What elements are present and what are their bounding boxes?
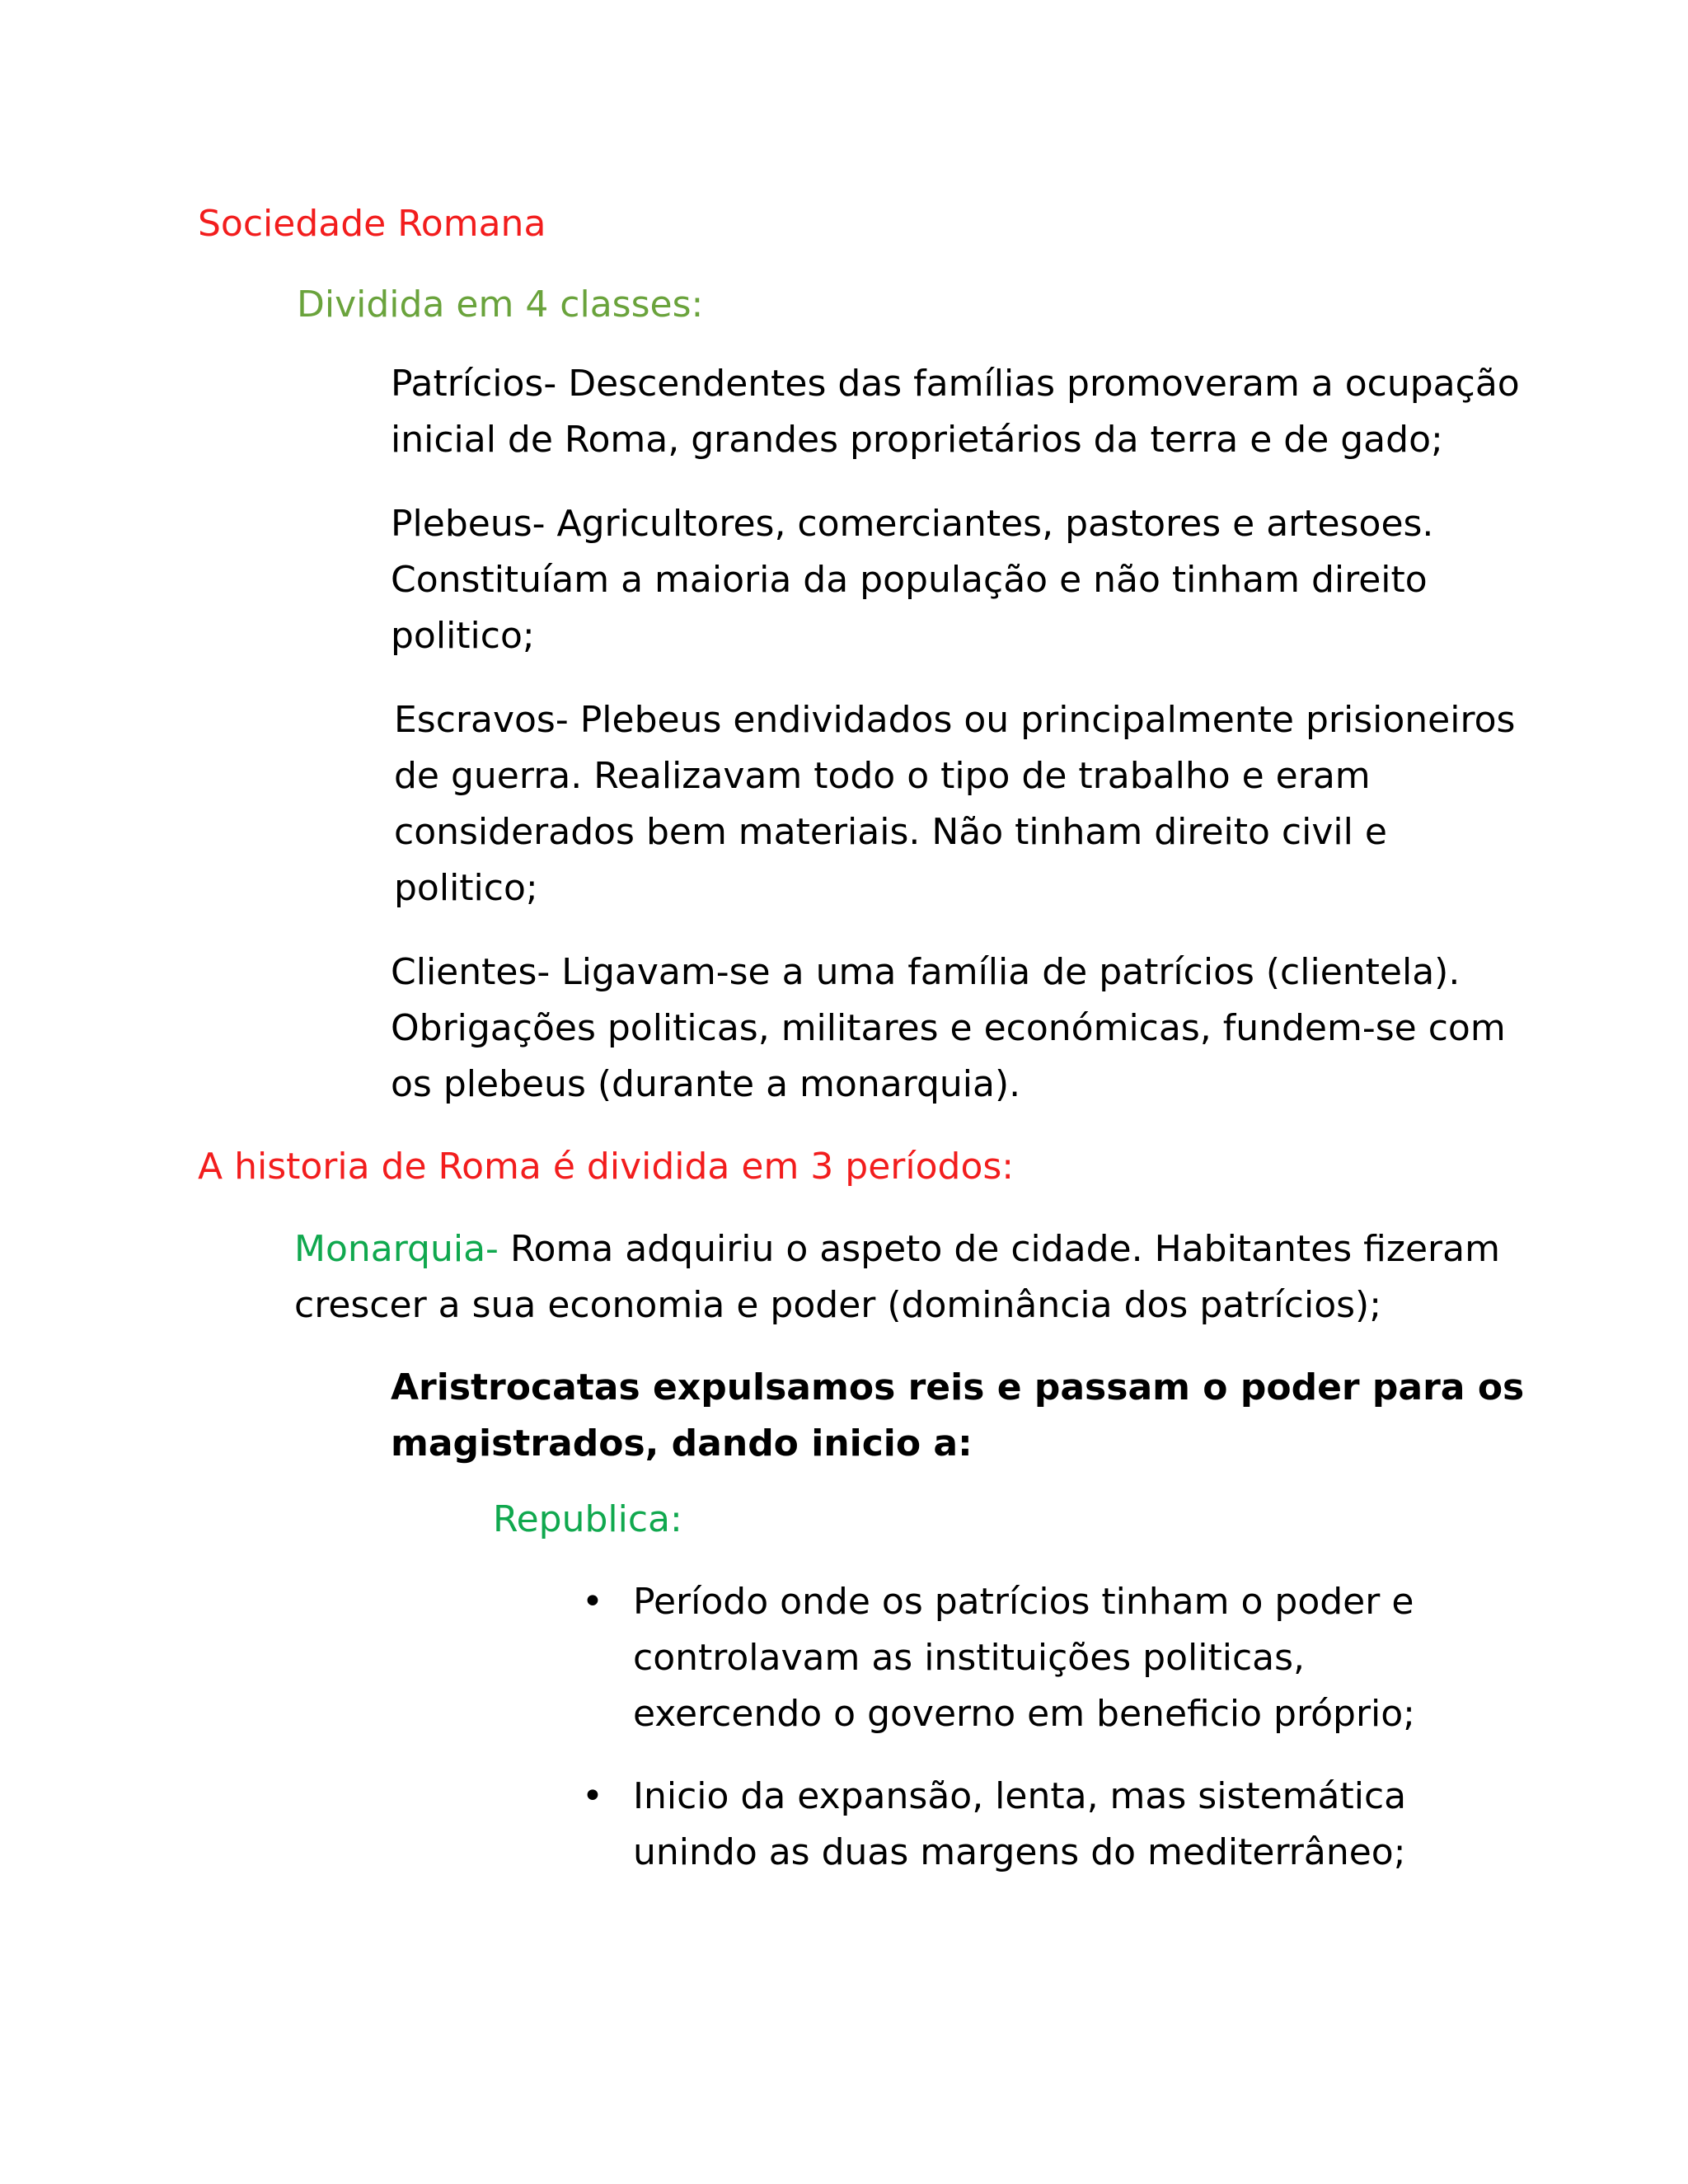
aristocrats-note: [391, 1360, 1524, 1472]
bullet-1-line-1: Período onde os patrícios tinham o poder e: [633, 1581, 1414, 1623]
republica-bullet-2: [633, 1769, 1406, 1881]
bullet-1-line-3: exercendo o governo em beneficio próprio;: [633, 1693, 1416, 1735]
bullet-2-line-2: unindo as duas margens do mediterrâneo;: [633, 1831, 1406, 1873]
period-monarquia: [294, 1221, 1500, 1333]
period-text: Roma adquiriu o aspeto de cidade. Habitantes fizeram: [509, 1228, 1500, 1270]
class-escravos: [394, 692, 1515, 916]
class-label: Plebeus-: [391, 503, 546, 545]
bullet-2-line-1: Inicio da expansão, lenta, mas sistemática: [633, 1775, 1407, 1817]
page-title: Sociedade Romana: [198, 203, 546, 245]
class-escravos-line-4: politico;: [394, 867, 538, 909]
aristocrats-line-2: magistrados, dando inicio a:: [391, 1422, 973, 1465]
class-clientes-line-3: os plebeus (durante a monarquia).: [391, 1063, 1021, 1105]
class-text: Descendentes das famílias promoveram a ocupação: [568, 363, 1520, 405]
period-label: Monarquia-: [294, 1228, 499, 1270]
class-text: Plebeus endividados ou principalmente prisioneiros: [579, 699, 1516, 741]
class-text: Ligavam-se a uma família de patrícios (clientela).: [561, 951, 1461, 993]
class-plebeus-line-3: politico;: [391, 615, 535, 657]
bullet-1-line-2: controlavam as instituições politicas,: [633, 1637, 1306, 1679]
class-clientes-line-2: Obrigações politicas, militares e económicas, fundem-se com: [391, 1007, 1506, 1049]
class-plebeus: [391, 496, 1433, 664]
class-patricios-line-2: inicial de Roma, grandes proprietários da terra e de gado;: [391, 419, 1443, 461]
class-escravos-line-2: de guerra. Realizavam todo o tipo de trabalho e eram: [394, 755, 1371, 797]
aristocrats-line-1: Aristrocatas expulsamos reis e passam o poder para os: [391, 1366, 1525, 1408]
classes-subtitle: Dividida em 4 classes:: [297, 284, 704, 326]
class-plebeus-line-2: Constituíam a maioria da população e não tinham direito: [391, 559, 1428, 601]
class-text: Agricultores, comerciantes, pastores e artesoes.: [556, 503, 1434, 545]
class-patricios-line-1: [391, 356, 1520, 412]
class-escravos-line-1: [394, 692, 1515, 748]
class-clientes: [391, 944, 1506, 1113]
class-clientes-line-1: [391, 944, 1506, 1001]
bullet-icon: •: [582, 1775, 603, 1817]
monarquia-line-1: [294, 1221, 1500, 1277]
class-label: Patrícios-: [391, 363, 557, 405]
class-label: Clientes-: [391, 951, 551, 993]
period-republica-label: Republica:: [493, 1498, 682, 1540]
history-heading: A historia de Roma é dividida em 3 períodos:: [198, 1146, 1015, 1188]
class-escravos-line-3: considerados bem materiais. Não tinham direito civil e: [394, 811, 1387, 853]
monarquia-line-2: crescer a sua economia e poder (dominância dos patrícios);: [294, 1284, 1382, 1326]
republica-bullet-1: [633, 1574, 1415, 1742]
class-plebeus-line-1: [391, 496, 1433, 552]
bullet-icon: •: [582, 1581, 603, 1623]
class-patricios: [391, 356, 1520, 468]
class-label: Escravos-: [394, 699, 569, 741]
